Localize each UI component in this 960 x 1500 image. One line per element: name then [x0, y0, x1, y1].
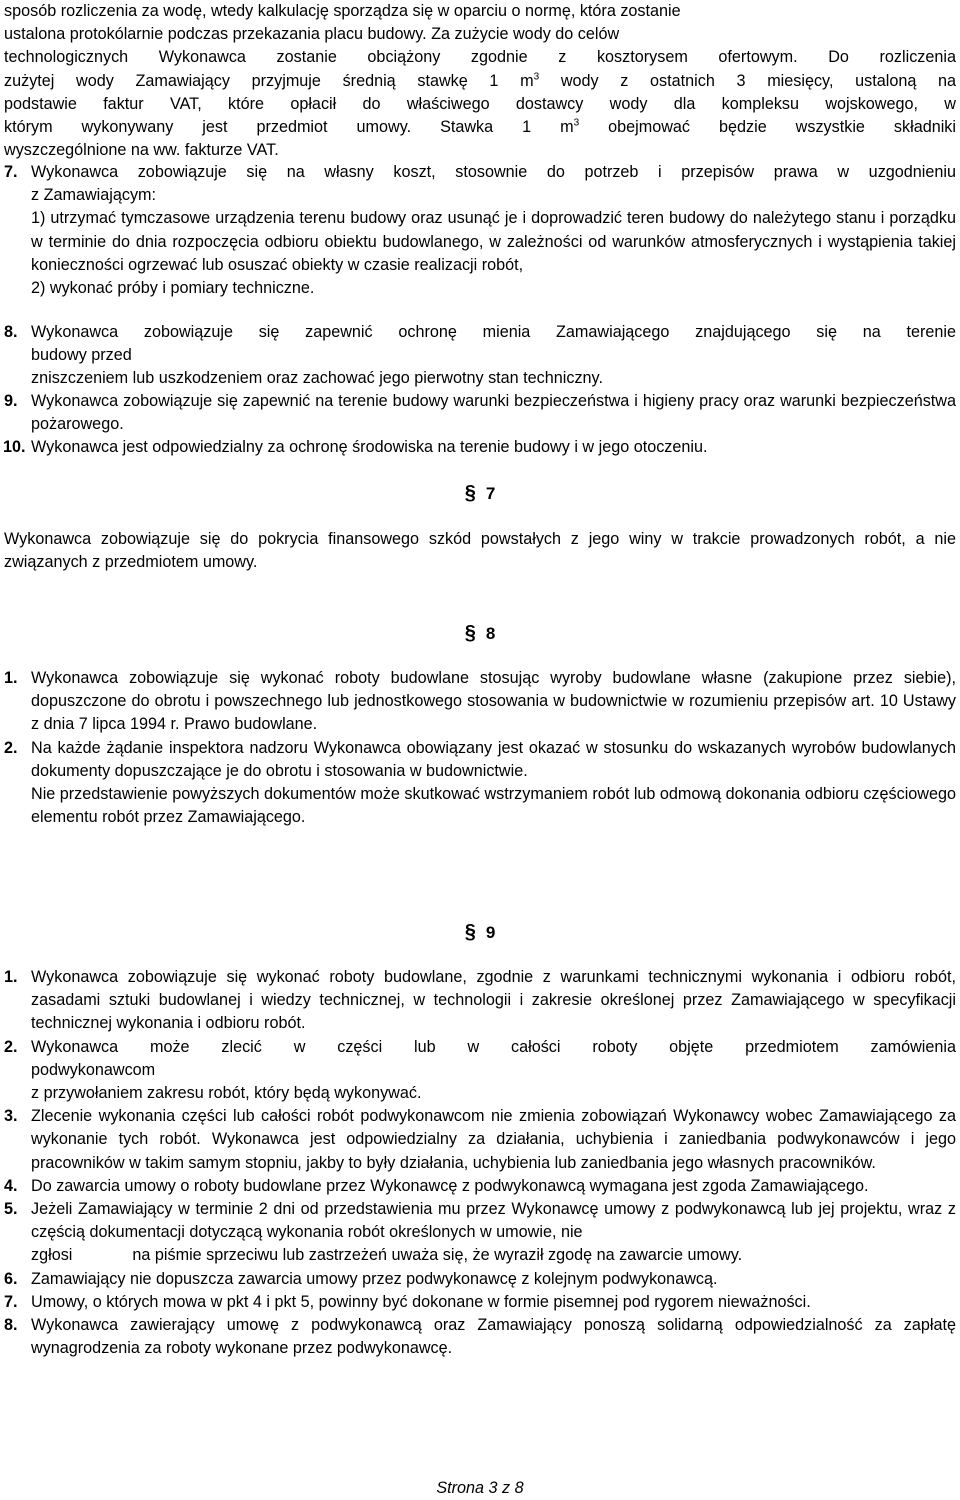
item-number: 10.	[3, 438, 26, 456]
top-paragraph	[4, 0, 956, 162]
text-paragraph: Zamawiający nie dopuszcza zawarcia umowy przez podwykonawcę z kolejnym podwykonawcą.	[31, 1269, 718, 1288]
item-number: 2.	[4, 738, 18, 757]
text-line: wyszczególnione na ww. fakturze VAT.	[4, 141, 279, 160]
text-line: ustalona protokólarnie podczas przekazania placu budowy. Za zużycie wody do celów	[4, 25, 620, 44]
list-item	[4, 390, 956, 436]
text-line: podstawie faktur VAT, które opłacił do właściwego dostawcy wody dla kompleksu wojskowego, w	[4, 94, 956, 113]
text-line	[4, 46, 956, 69]
section-heading-7	[0, 482, 960, 505]
item-10	[4, 436, 956, 459]
list-item	[4, 1314, 956, 1360]
item-8	[4, 321, 956, 391]
item-number: 7.	[4, 163, 18, 181]
text-paragraph: Wykonawca zawierający umowę z podwykonawcą oraz Zamawiający ponoszą solidarną odpowiedzialność za zapłatę wynagrodzenia za roboty wykonane przez podwykonawcę.	[31, 1316, 956, 1358]
item-number: 3.	[4, 1107, 18, 1126]
text-line: sposób rozliczenia za wodę, wtedy kalkulację sporządza się w oparciu o normę, która zostanie	[4, 2, 681, 20]
text-paragraph: Do zawarcia umowy o roboty budowlane przez Wykonawcę z podwykonawcą wymagana jest zgoda Zamawiającego.	[31, 1176, 869, 1195]
text-line	[4, 116, 956, 139]
text-line: podwykonawcom	[31, 1060, 156, 1079]
item-7	[4, 161, 956, 300]
text-line	[4, 70, 956, 93]
text-span: którym wykonywany jest przedmiot umowy.	[4, 118, 412, 137]
text-line: budowy przed	[31, 346, 132, 365]
text-span: wody z ostatnich 3 miesięcy, ustaloną na	[539, 71, 957, 90]
item-number: 5.	[4, 1200, 18, 1219]
superscript: 3	[533, 71, 540, 83]
text-paragraph: Wykonawca zobowiązuje się wykonać roboty budowlane, zgodnie z warunkami technicznymi wykonania i odbioru robót, zasadami sztuki budowlanej i wiedzy technicznej, w technologii i zakresie określonej przez Zamawiającego w specyfikacji technicznej wykonania i odbioru robót.	[31, 968, 956, 1033]
text-span: Stawka 1 m	[440, 118, 574, 137]
section-symbol: §	[464, 921, 476, 943]
text-line: Wykonawca zobowiązuje się na własny koszt, stosownie do potrzeb i przepisów prawa w uzgodnieniu	[31, 163, 956, 181]
text-line: Wykonawca zobowiązuje się zapewnić ochronę mienia Zamawiającego znajdującego się na terenie	[31, 323, 956, 341]
text-span: technologicznych Wykonawca zostanie obciążony zgodnie z kosztorysem ofertowym.	[4, 48, 798, 67]
list-item	[4, 321, 956, 391]
section-heading-8	[0, 622, 960, 645]
section-symbol: §	[464, 482, 476, 504]
text-paragraph: Umowy, o których mowa w pkt 4 i pkt 5, powinny być dokonane w formie pisemnej pod rygorem nieważności.	[31, 1292, 811, 1311]
section-9-body	[4, 966, 956, 1360]
text-span: Do rozliczenia	[828, 48, 956, 67]
item-number: 9.	[4, 392, 18, 410]
item-number: 4.	[4, 1176, 18, 1195]
text-span: zgłosi	[31, 1246, 73, 1265]
superscript: 3	[573, 117, 580, 129]
text-line	[31, 1244, 956, 1267]
item-9	[4, 390, 956, 436]
text-line: 2) wykonać próby i pomiary techniczne.	[31, 279, 315, 298]
list-item	[4, 161, 956, 300]
list-item	[4, 966, 956, 1036]
list-item	[4, 1198, 956, 1268]
item-number: 1.	[4, 968, 18, 986]
text-paragraph: Na każde żądanie inspektora nadzoru Wykonawca obowiązany jest okazać w stosunku do wskazanych wyrobów budowlanych dokumenty dopuszczające je do obrotu i stosowania w budownictwie.	[31, 738, 956, 780]
section-number: 7	[485, 484, 496, 503]
text-paragraph: Wykonawca zobowiązuje się do pokrycia finansowego szkód powstałych z jego winy w trakcie prowadzonych robót, a nie związanych z przedmiotem umowy.	[4, 530, 956, 572]
text-paragraph: Wykonawca zobowiązuje się zapewnić na terenie budowy warunki bezpieczeństwa i higieny pracy oraz warunki bezpieczeństwa pożarowego.	[31, 392, 956, 434]
text-paragraph: Wykonawca zobowiązuje się wykonać roboty budowlane stosując wyroby budowlane własne (zakupione przez siebie), dopuszczone do obrotu i powszechnego lub jednostkowego stosowania w budownictwie w rozumieniu przepisów art. 10 Ustawy z dnia 7 lipca 1994 r. Prawo budowlane.	[31, 669, 956, 734]
list-item	[4, 1268, 956, 1291]
text-span: na piśmie sprzeciwu lub zastrzeżeń uważa się, że wyraził zgodę na zawarcie umowy.	[132, 1246, 743, 1265]
item-number: 1.	[4, 669, 18, 687]
section-heading-9	[0, 921, 960, 944]
list-item	[4, 1105, 956, 1175]
item-number: 8.	[4, 323, 18, 341]
text-paragraph: Jeżeli Zamawiający w terminie 2 dni od przedstawienia mu przez Wykonawcę umowy z podwykonawcą lub jej projektu, wraz z częścią dokumentacji dotyczącą wykonania robót określonych w umowie, nie	[31, 1200, 956, 1242]
item-number: 8.	[4, 1316, 18, 1335]
list-item	[4, 1291, 956, 1314]
list-item	[4, 1036, 956, 1106]
text-line: Wykonawca jest odpowiedzialny za ochronę środowiska na terenie budowy i w jego otoczeniu.	[31, 438, 708, 456]
section-8-body	[4, 667, 956, 829]
item-number: 2.	[4, 1037, 18, 1056]
text-line: zniszczeniem lub uszkodzeniem oraz zachować jego pierwotny stan techniczny.	[31, 369, 603, 388]
list-item	[4, 737, 956, 830]
text-span: zużytej wody Zamawiający przyjmuje średnią stawkę 1 m	[4, 71, 534, 90]
list-item	[4, 436, 956, 459]
item-number: 7.	[4, 1292, 18, 1311]
text-line: Wykonawca może zlecić w części lub w całości roboty objęte przedmiotem zamówienia	[31, 1037, 956, 1056]
section-7-body	[4, 528, 956, 574]
text-line: z Zamawiającym:	[31, 186, 157, 205]
page-footer: Strona 3 z 8	[436, 1479, 524, 1497]
text-paragraph: Zlecenie wykonania części lub całości robót podwykonawcom nie zmienia zobowiązań Wykonawcy wobec Zamawiającego za wykonanie tych robót. Wykonawca jest odpowiedzialny za działania, uchybienia i zaniedbania podwykonawców i jego pracowników w takim samym stopniu, jakby to były działania, uchybienia lub zaniedbania jego własnych pracowników.	[31, 1107, 956, 1172]
list-item	[4, 667, 956, 737]
section-number: 8	[485, 624, 496, 643]
text-paragraph: Nie przedstawienie powyższych dokumentów może skutkować wstrzymaniem robót lub odmową dokonania odbioru częściowego elementu robót przez Zamawiającego.	[31, 785, 956, 827]
text-span: obejmować będzie wszystkie składniki	[579, 118, 956, 137]
text-paragraph: 1) utrzymać tymczasowe urządzenia terenu budowy oraz usunąć je i doprowadzić teren budowy do należytego stanu i porządku w terminie do dnia rozpoczęcia odbioru obiektu budowlanego, w zależności od warunków atmosferycznych i wystąpienia takiej konieczności ogrzewać lub osuszać obiekty w czasie realizacji robót,	[31, 209, 956, 274]
section-symbol: §	[464, 622, 476, 644]
list-item	[4, 1175, 956, 1198]
text-line: z przywołaniem zakresu robót, który będą wykonywać.	[31, 1084, 422, 1103]
item-number: 6.	[4, 1269, 18, 1288]
section-number: 9	[485, 923, 496, 942]
